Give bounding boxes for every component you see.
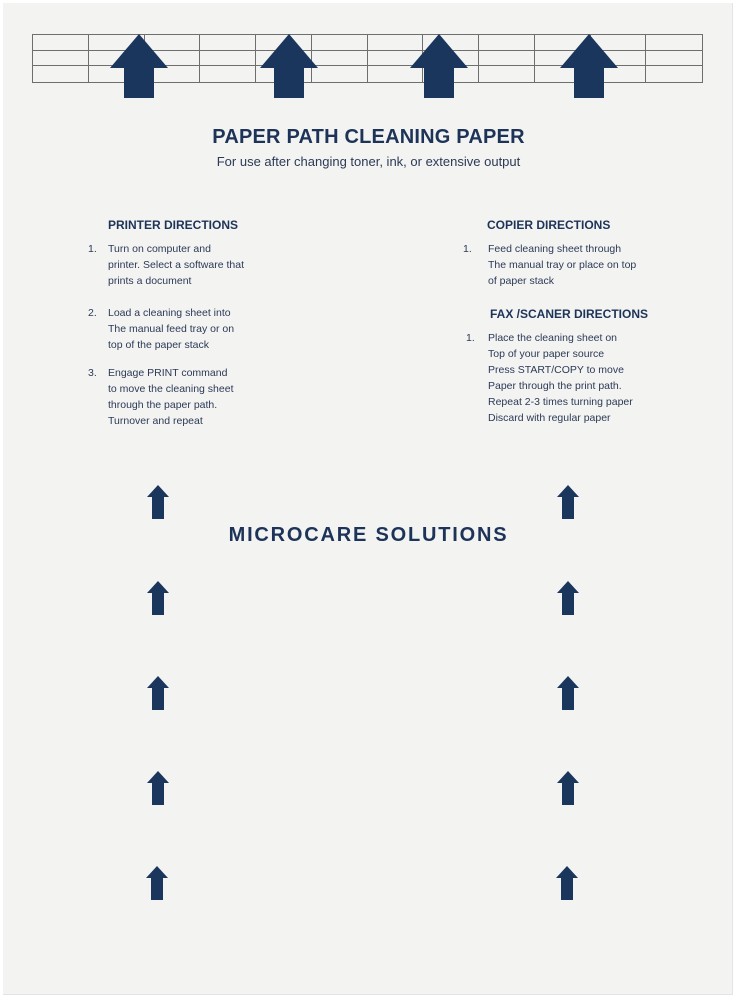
arrow-up-icon xyxy=(147,676,169,710)
step-text: Engage PRINT command xyxy=(108,367,228,379)
step-text: Top of your paper source xyxy=(488,348,605,360)
step-text: Feed cleaning sheet through xyxy=(488,243,622,255)
step-text: Press START/COPY to move xyxy=(488,364,624,376)
grid-cell xyxy=(646,66,702,82)
arrow-up-icon xyxy=(147,581,169,615)
grid-cell xyxy=(200,66,256,82)
printer-directions-heading: PRINTER DIRECTIONS xyxy=(108,218,239,232)
page-title: PAPER PATH CLEANING PAPER xyxy=(212,126,525,148)
grid-cell xyxy=(33,35,89,51)
grid-cell xyxy=(33,66,89,82)
copier-step-1 xyxy=(463,241,636,289)
step-text: through the paper path. xyxy=(108,399,218,411)
step-text: The manual tray or place on top xyxy=(488,259,637,271)
arrow-up-icon xyxy=(146,866,168,900)
grid-cell xyxy=(33,51,89,67)
step-number: 1. xyxy=(463,243,472,255)
step-text: of paper stack xyxy=(488,275,554,287)
fax-scanner-directions-heading: FAX /SCANER DIRECTIONS xyxy=(490,307,649,321)
step-text: Paper through the print path. xyxy=(488,380,622,392)
arrow-up-icon xyxy=(557,581,579,615)
cleaning-sheet xyxy=(3,3,733,995)
arrow-up-icon xyxy=(557,676,579,710)
step-number: 2. xyxy=(88,307,97,319)
arrow-up-icon xyxy=(147,485,169,519)
arrow-up-icon xyxy=(557,771,579,805)
grid-cell xyxy=(200,35,256,51)
arrow-up-icon xyxy=(557,485,579,519)
step-number: 3. xyxy=(88,367,97,379)
step-text: to move the cleaning sheet xyxy=(108,383,234,395)
step-text: printer. Select a software that xyxy=(108,259,244,271)
step-text: The manual feed tray or on xyxy=(108,323,235,335)
fax-step-1 xyxy=(466,330,633,426)
grid-cell xyxy=(646,35,702,51)
step-text: Repeat 2-3 times turning paper xyxy=(488,396,633,408)
grid-cell xyxy=(479,51,535,67)
step-text: Turnover and repeat xyxy=(108,415,203,427)
grid-cell xyxy=(646,51,702,67)
grid-cell xyxy=(312,51,368,67)
arrow-up-icon xyxy=(110,34,168,98)
arrow-up-icon xyxy=(410,34,468,98)
grid-cell xyxy=(312,35,368,51)
step-number: 1. xyxy=(88,243,97,255)
step-number: 1. xyxy=(466,332,475,344)
grid-cell xyxy=(312,66,368,82)
printer-step-3 xyxy=(88,365,234,429)
step-text: Place the cleaning sheet on xyxy=(488,332,618,344)
brand-name: MICROCARE SOLUTIONS xyxy=(228,524,509,546)
printer-step-1 xyxy=(88,241,244,289)
arrow-up-icon xyxy=(147,771,169,805)
step-text: prints a document xyxy=(108,275,192,287)
arrow-up-icon xyxy=(560,34,618,98)
step-text: Turn on computer and xyxy=(108,243,211,255)
copier-directions-heading: COPIER DIRECTIONS xyxy=(487,218,611,232)
step-text: Load a cleaning sheet into xyxy=(108,307,231,319)
arrow-up-icon xyxy=(556,866,578,900)
grid-cell xyxy=(200,51,256,67)
grid-cell xyxy=(479,35,535,51)
arrow-up-icon xyxy=(260,34,318,98)
printer-step-2 xyxy=(88,305,234,353)
step-text: top of the paper stack xyxy=(108,339,209,351)
page-subtitle: For use after changing toner, ink, or extensive output xyxy=(216,154,521,169)
grid-cell xyxy=(479,66,535,82)
step-text: Discard with regular paper xyxy=(488,412,611,424)
